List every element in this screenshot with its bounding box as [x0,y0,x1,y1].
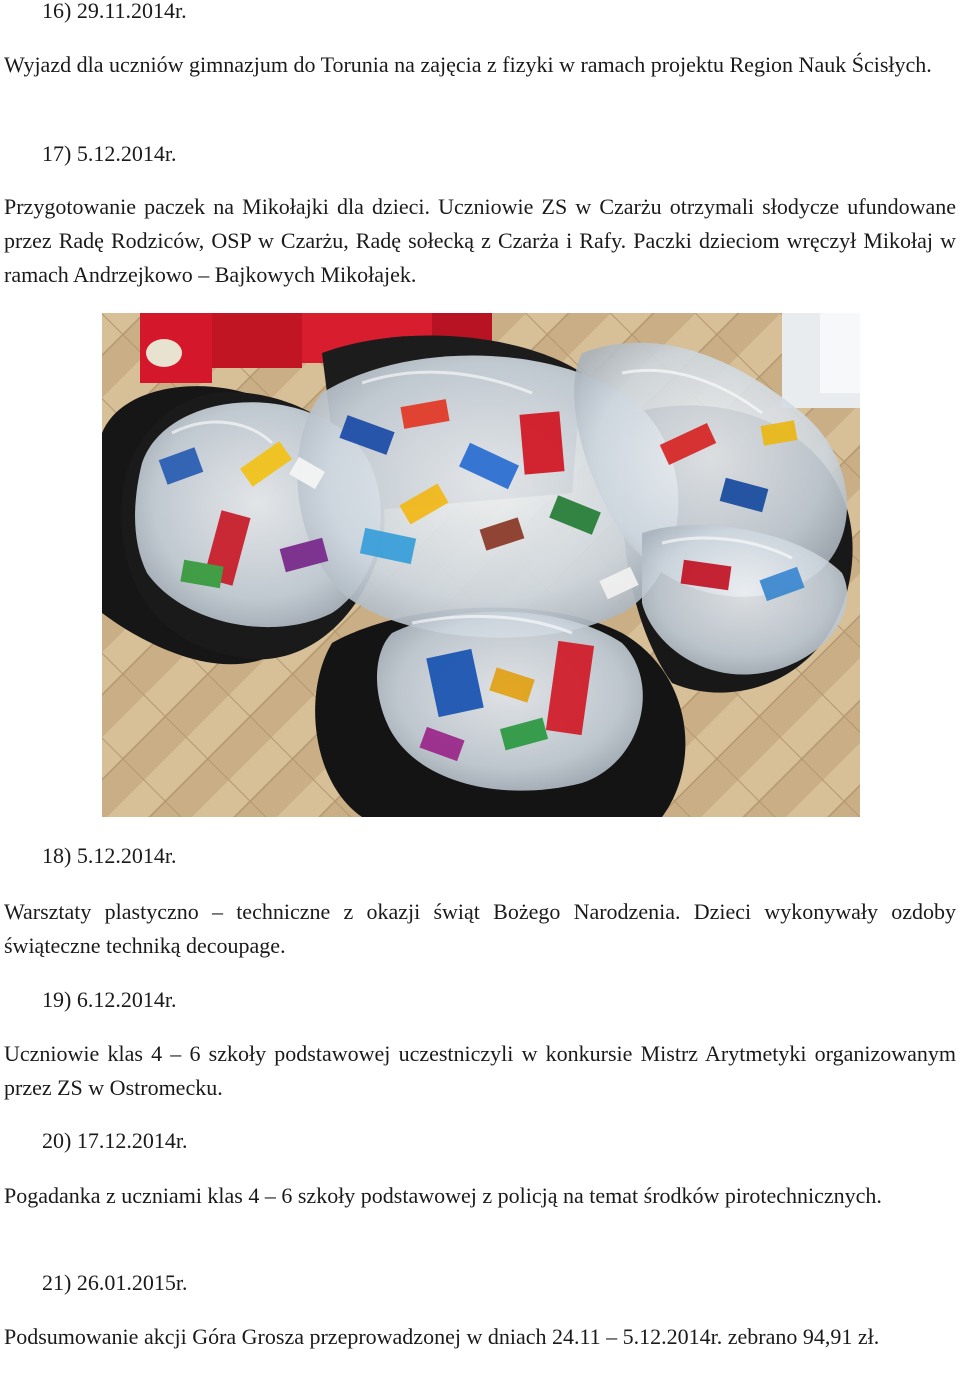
entry-16-text: Wyjazd dla uczniów gimnazjum do Torunia na zajęcia z fizyki w ramach projektu Region Nauk Ścisłych. [4,52,932,77]
bags-of-sweets-photo [102,313,860,817]
entry-21-text: Podsumowanie akcji Góra Grosza przeprowadzonej w dniach 24.11 – 5.12.2014r. zebrano 94,91 zł. [4,1324,880,1349]
entry-17-text: Przygotowanie paczek na Mikołajki dla dzieci. Uczniowie ZS w Czarżu otrzymali słodycze ufundowane przez Radę Rodziców, OSP w Czarżu, Radę sołecką z Czarża i Rafy. Paczki dzieciom wręczył Mikołaj w ramach Andrzejkowo – Bajkowych Mikołajek. [4,194,956,287]
photo-illustration [102,313,860,817]
entry-18-heading: 18) 5.12.2014r. [42,843,177,868]
entry-16-heading: 16) 29.11.2014r. [42,0,187,23]
entry-20-heading: 20) 17.12.2014r. [42,1128,188,1153]
entry-18-text: Warsztaty plastyczno – techniczne z okazji świąt Bożego Narodzenia. Dzieci wykonywały ozdoby świąteczne techniką decoupage. [4,899,956,958]
entry-19-heading: 19) 6.12.2014r. [42,987,177,1012]
entry-17-heading: 17) 5.12.2014r. [42,141,177,166]
entry-20-text: Pogadanka z uczniami klas 4 – 6 szkoły podstawowej z policją na temat środków pirotechnicznych. [4,1183,882,1208]
entry-19-text: Uczniowie klas 4 – 6 szkoły podstawowej uczestniczyli w konkursie Mistrz Arytmetyki organizowanym przez ZS w Ostromecku. [4,1041,956,1100]
entry-21-heading: 21) 26.01.2015r. [42,1270,188,1295]
